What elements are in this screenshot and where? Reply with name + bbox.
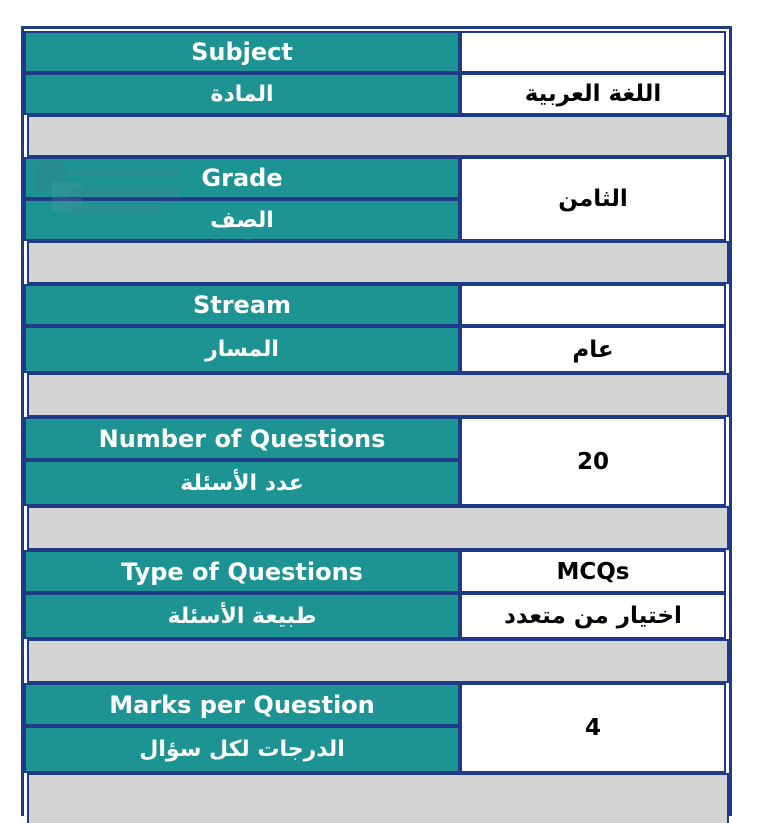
num-questions-label-en: Number of Questions (24, 417, 460, 460)
marks-value: 4 (460, 683, 726, 773)
separator-row (27, 506, 729, 550)
grade-label-ar: الصف (24, 199, 460, 241)
stream-label-ar: المسار (24, 326, 460, 373)
stream-label-en: Stream (24, 284, 460, 326)
stream-value-top (460, 284, 726, 326)
num-questions-label-ar: عدد الأسئلة (24, 460, 460, 506)
separator-row (27, 639, 729, 683)
separator-row (27, 241, 729, 284)
grade-value: الثامن (460, 157, 726, 241)
type-questions-value-en: MCQs (460, 550, 726, 593)
separator-row (27, 773, 729, 823)
stream-value: عام (460, 326, 726, 373)
subject-value: اللغة العربية (460, 73, 726, 115)
separator-row (27, 373, 729, 417)
num-questions-value: 20 (460, 417, 726, 506)
watermark-logo (30, 148, 190, 228)
subject-label-en: Subject (24, 31, 460, 73)
type-questions-value-ar: اختيار من متعدد (460, 593, 726, 639)
grade-label-en: Grade (24, 157, 460, 199)
info-table (21, 26, 732, 816)
marks-label-ar: الدرجات لكل سؤال (24, 726, 460, 773)
type-questions-label-ar: طبيعة الأسئلة (24, 593, 460, 639)
type-questions-label-en: Type of Questions (24, 550, 460, 593)
subject-label-ar: المادة (24, 73, 460, 115)
marks-label-en: Marks per Question (24, 683, 460, 726)
subject-value-top (460, 31, 726, 73)
